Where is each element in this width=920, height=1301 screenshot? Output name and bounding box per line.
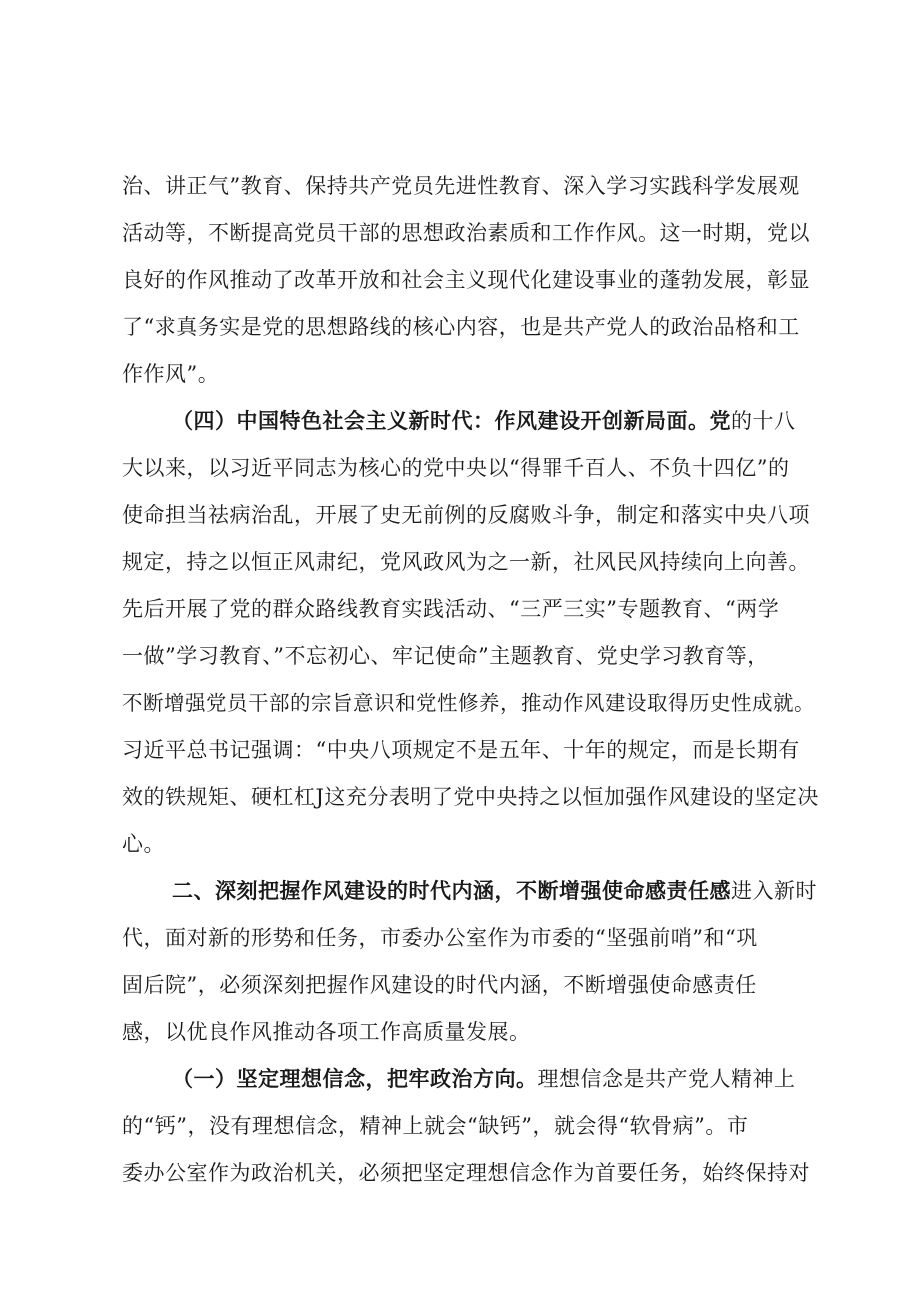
section-heading-four-bold: （四）中国特色社会主义新时代：作风建设开创新局面。党 xyxy=(172,408,731,433)
paragraph-line: 使命担当祛病治乱，开展了史无前例的反腐败斗争，制定和落实中央八项 xyxy=(122,503,810,527)
paragraph-line: 心。 xyxy=(122,832,165,856)
section-heading-two-bold: 二、深刻把握作风建设的时代内涵，不断增强使命感责任感 xyxy=(172,878,731,903)
paragraph-line: 习近平总书记强调：“中央八项规定不是五年、十年的规定，而是长期有 xyxy=(122,738,800,762)
section-heading-one-bold: （一）坚定理想信念，把牢政治方向。 xyxy=(172,1066,538,1091)
paragraph-line: 大以来，以习近平同志为核心的党中央以“得罪千百人、不负十四亿”的 xyxy=(122,456,790,480)
paragraph-line: 效的铁规矩、硬杠杠J这充分表明了党中央持之以恒加强作风建设的坚定决 xyxy=(122,785,819,809)
section-heading-one xyxy=(172,1056,796,1102)
paragraph-line: 良好的作风推动了改革开放和社会主义现代化建设事业的蓬勃发展，彰显 xyxy=(122,268,810,292)
section-heading-two-rest: 进入新时 xyxy=(731,879,817,903)
paragraph-line: 不断增强党员干部的宗旨意识和党性修养，推动作风建设取得历史性成就。 xyxy=(122,691,815,715)
paragraph-line: 一做”学习教育、”不忘初心、牢记使命”主题教育、党史学习教育等， xyxy=(122,644,769,668)
paragraph-line: 代，面对新的形势和任务，市委办公室作为市委的“坚强前哨”和“巩 xyxy=(122,926,758,950)
paragraph-line: 固后院”，必须深刻把握作风建设的时代内涵，不断增强使命感责任 xyxy=(122,973,757,997)
paragraph-line: 了“求真务实是党的思想路线的核心内容，也是共产党人的政治品格和工 xyxy=(122,315,800,339)
paragraph-line: 感，以优良作风推动各项工作高质量发展。 xyxy=(122,1020,531,1044)
section-heading-one-rest: 理想信念是共产党人精神上 xyxy=(537,1067,796,1091)
section-heading-four-rest: 的十八 xyxy=(731,409,796,433)
paragraph-line: 治、讲正气”教育、保持共产党员先进性教育、深入学习实践科学发展观 xyxy=(122,174,800,198)
paragraph-line: 先后开展了党的群众路线教育实践活动、“三严三实”专题教育、“两学 xyxy=(122,597,780,621)
section-heading-four xyxy=(172,398,796,444)
paragraph-line: 的“钙”，没有理想信念，精神上就会“缺钙”，就会得“软骨病”。市 xyxy=(122,1114,749,1138)
section-heading-two xyxy=(172,868,817,914)
paragraph-line: 规定，持之以恒正风肃纪，党风政风为之一新，社风民风持续向上向善。 xyxy=(122,550,810,574)
paragraph-line: 委办公室作为政治机关，必须把坚定理想信念作为首要任务，始终保持对 xyxy=(122,1161,810,1185)
paragraph-line: 作作风”。 xyxy=(122,362,220,386)
paragraph-line: 活动等，不断提高党员干部的思想政治素质和工作作风。这一时期，党以 xyxy=(122,221,810,245)
